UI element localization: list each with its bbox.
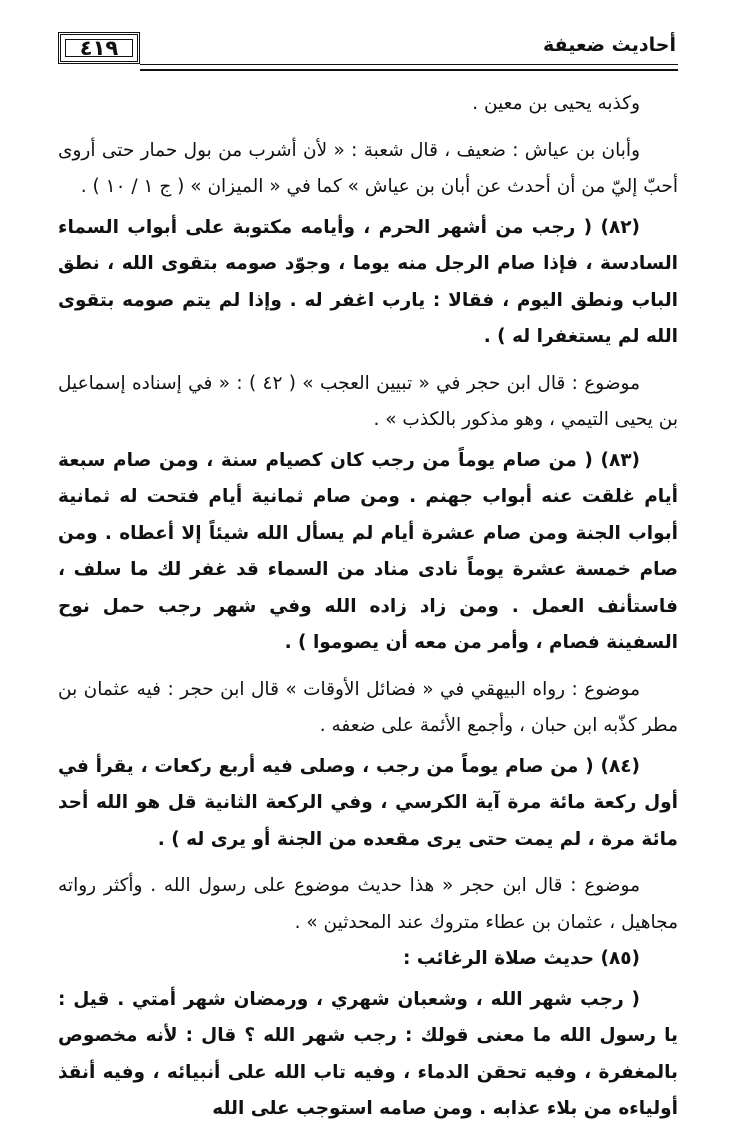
paragraph-aban-ibn-ayyash: وأبان بن عياش : ضعيف ، قال شعبة : « لأن أشرب من بول حمار حتى أروى أحبّ إليّ من أن أحدث عن أبان بن عياش » كما في « الميزان » ( ج ١ / ١٠ ) . [58, 139, 678, 197]
grading-82: موضوع : قال ابن حجر في « تبيين العجب » ( ٤٢ ) : « في إسناده إسماعيل بن يحيى التيمي ، وهو مذكور بالكذب » . [58, 372, 678, 430]
page-header [58, 28, 678, 68]
running-title: أحاديث ضعيفة [543, 34, 676, 56]
hadith-83: (٨٣) ( من صام يوماً من رجب كان كصيام سنة ، ومن صام سبعة أيام غلقت عنه أبواب جهنم . ومن صام ثمانية أيام فتحت له ثمانية أبواب الجنة ومن صام عشرة أيام لم يسأل الله شيئاً إلا أعطاه . ومن صام خمسة عشرة يوماً نادى مناد من السماء قد غفر لك ما سلف ، فاستأنف العمل . ومن زاد زاده الله وفي شهر رجب حمل نوح السفينة فصام ، وأمر من معه أن يصوموا ) . [58, 449, 678, 653]
hadith-85-text: ( رجب شهر الله ، وشعبان شهري ، ورمضان شهر أمتي . قيل : يا رسول الله ما معنى قولك : رجب شهر الله ؟ قال : لأنه مخصوص بالمغفرة ، وفيه تحقن الدماء ، وفيه تاب الله على أنبيائه ، وفيه أنقذ أولياءه من بلاء عذابه . ومن صامه استوجب على الله [58, 988, 678, 1119]
book-page [58, 28, 678, 1119]
paragraph-narrator-note: وكذبه يحيى بن معين . [472, 93, 640, 114]
hadith-84: (٨٤) ( من صام يوماً من رجب ، وصلى فيه أربع ركعات ، يقرأ في أول ركعة مائة مرة آية الكرسي ، وفي الركعة الثانية قل هو الله أحد مائة مرة ، لم يمت حتى يرى مقعده من الجنة أو يرى له ) . [58, 755, 678, 850]
header-rule [140, 64, 678, 71]
page-body [58, 86, 678, 1128]
grading-84: موضوع : قال ابن حجر « هذا حديث موضوع على رسول الله . وأكثر رواته مجاهيل ، عثمان بن عطاء متروك عند المحدثين » . [58, 875, 678, 933]
page-number: ٤١٩ [58, 32, 140, 64]
hadith-82: (٨٢) ( رجب من أشهر الحرم ، وأيامه مكتوبة على أبواب السماء السادسة ، فإذا صام الرجل منه يوما ، وجوّد صومه بتقوى الله ، نطق الباب ونطق اليوم ، فقالا : يارب اغفر له . وإذا لم يتم صومه بتقوى الله لم يستغفرا له ) . [58, 216, 678, 347]
grading-83: موضوع : رواه البيهقي في « فضائل الأوقات » قال ابن حجر : فيه عثمان بن مطر كذّبه ابن حبان ، وأجمع الأئمة على ضعفه . [58, 678, 678, 736]
hadith-85-heading: (٨٥) حديث صلاة الرغائب : [403, 948, 640, 969]
